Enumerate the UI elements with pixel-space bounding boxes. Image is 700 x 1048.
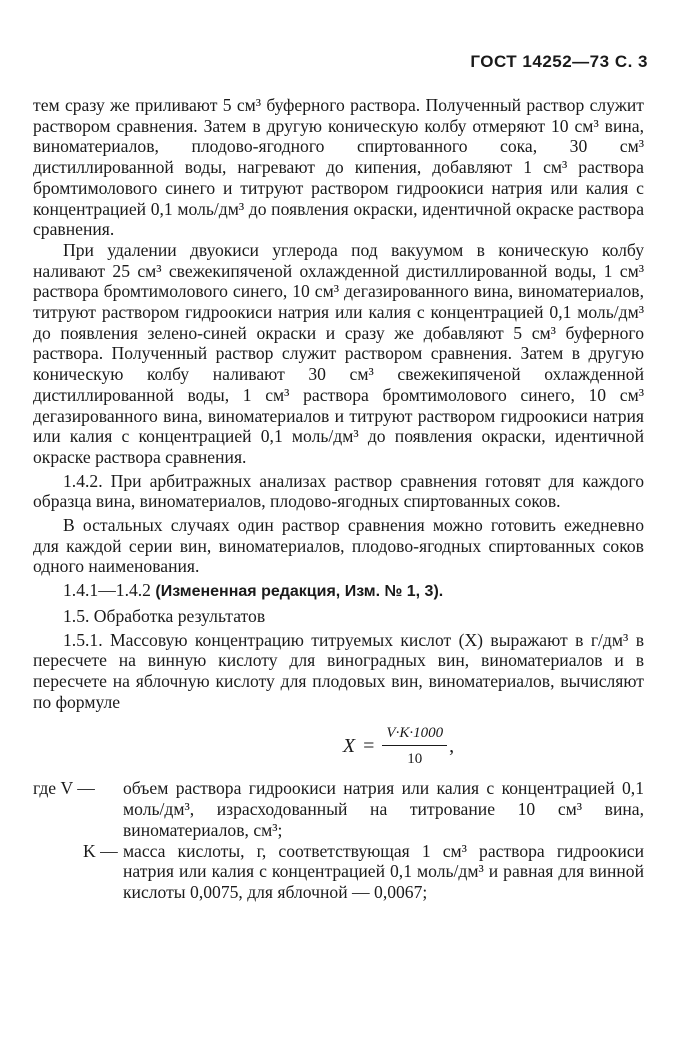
amendment-ref: 1.4.1—1.4.2 [63, 580, 151, 601]
paragraph-vacuum-method: При удалении двуокиси углерода под вакуумом в коническую колбу наливают 25 см³ свежекипяченой охлажденной дистиллированной воды, 1 см³ раствора бромтимолового синего, 10 см³ дегазированного вина, виноматериалов, титруют раствором гидроокиси натрия или калия с концентрацией 0,1 моль/дм³ до появления зелено-синей окраски и сразу же добавляют 5 см³ буферного раствора. Полученный раствор служит раствором сравнения. Затем в другую коническую колбу наливают 30 см³ свежекипяченой охлажденной дистиллированной воды, 1 см³ раствора бромтимолового синего, 10 см³ дегазированного вина, виноматериалов и титруют раствором гидроокиси натрия или калия с концентрацией 0,1 моль/дм³ до появления окраски, идентичной окраске раствора сравнения. [33, 239, 644, 467]
definition-v-text: объем раствора гидроокиси натрия или калия с концентрацией 0,1 моль/дм³, израсходованный на титрование 10 см³ вина, виноматериалов, см³; [123, 778, 644, 840]
section-heading-1-5: 1.5. Обработка результатов [63, 605, 266, 626]
running-header: ГОСТ 14252—73 С. 3 [470, 52, 648, 71]
formula-lhs: X [342, 735, 356, 758]
definition-k-symbol: K — [83, 840, 118, 861]
formula-fraction [382, 723, 447, 770]
document-body [33, 95, 644, 903]
definition-v [33, 778, 644, 840]
paragraph-other-cases: В остальных случаях один раствор сравнения можно готовить ежедневно для каждой серии вин, виноматериалов, плодово-ягодных спиртованных соков одного наименования. [33, 515, 644, 577]
formula-trail: , [449, 735, 455, 758]
definition-v-symbol: где V — [33, 778, 95, 799]
formula-denominator: 10 [407, 751, 423, 768]
formula-numerator: V·K·1000 [382, 723, 447, 747]
variable-definitions [33, 778, 644, 902]
paragraph-amendment-note [33, 580, 644, 603]
definition-k-text: масса кислоты, г, соответствующая 1 см³ раствора гидроокиси натрия или калия с концентрацией 0,1 моль/дм³ и равная для винной кислоты 0,0075, для яблочной — 0,0067; [123, 840, 644, 902]
titration-formula [153, 718, 644, 774]
formula-equals: = [363, 735, 375, 758]
paragraph-continuation: тем сразу же приливают 5 см³ буферного раствора. Полученный раствор служит раствором сравнения. Затем в другую коническую колбу отмеряют 10 см³ вина, виноматериалов, плодово-ягодного спиртованного сока, 30 см³ дистиллированной воды, нагревают до кипения, добавляют 1 см³ раствора бромтимолового синего и титруют раствором гидроокиси натрия или калия с концентрацией 0,1 моль/дм³ до появления окраски, идентичной окраске раствора сравнения. [33, 95, 644, 240]
paragraph-1-4-2: 1.4.2. При арбитражных анализах раствор сравнения готовят для каждого образца вина, виноматериалов, плодово-ягодных спиртованных соков. [33, 470, 644, 512]
amendment-text: (Измененная редакция, Изм. № 1, 3). [155, 583, 444, 601]
paragraph-1-5-1: 1.5.1. Массовую концентрацию титруемых кислот (X) выражают в г/дм³ в пересчете на винную кислоту для виноградных вин, виноматериалов и в пересчете на яблочную кислоту для плодовых вин, виноматериалов, вычисляют по формуле [33, 629, 644, 712]
definition-k [83, 841, 644, 903]
